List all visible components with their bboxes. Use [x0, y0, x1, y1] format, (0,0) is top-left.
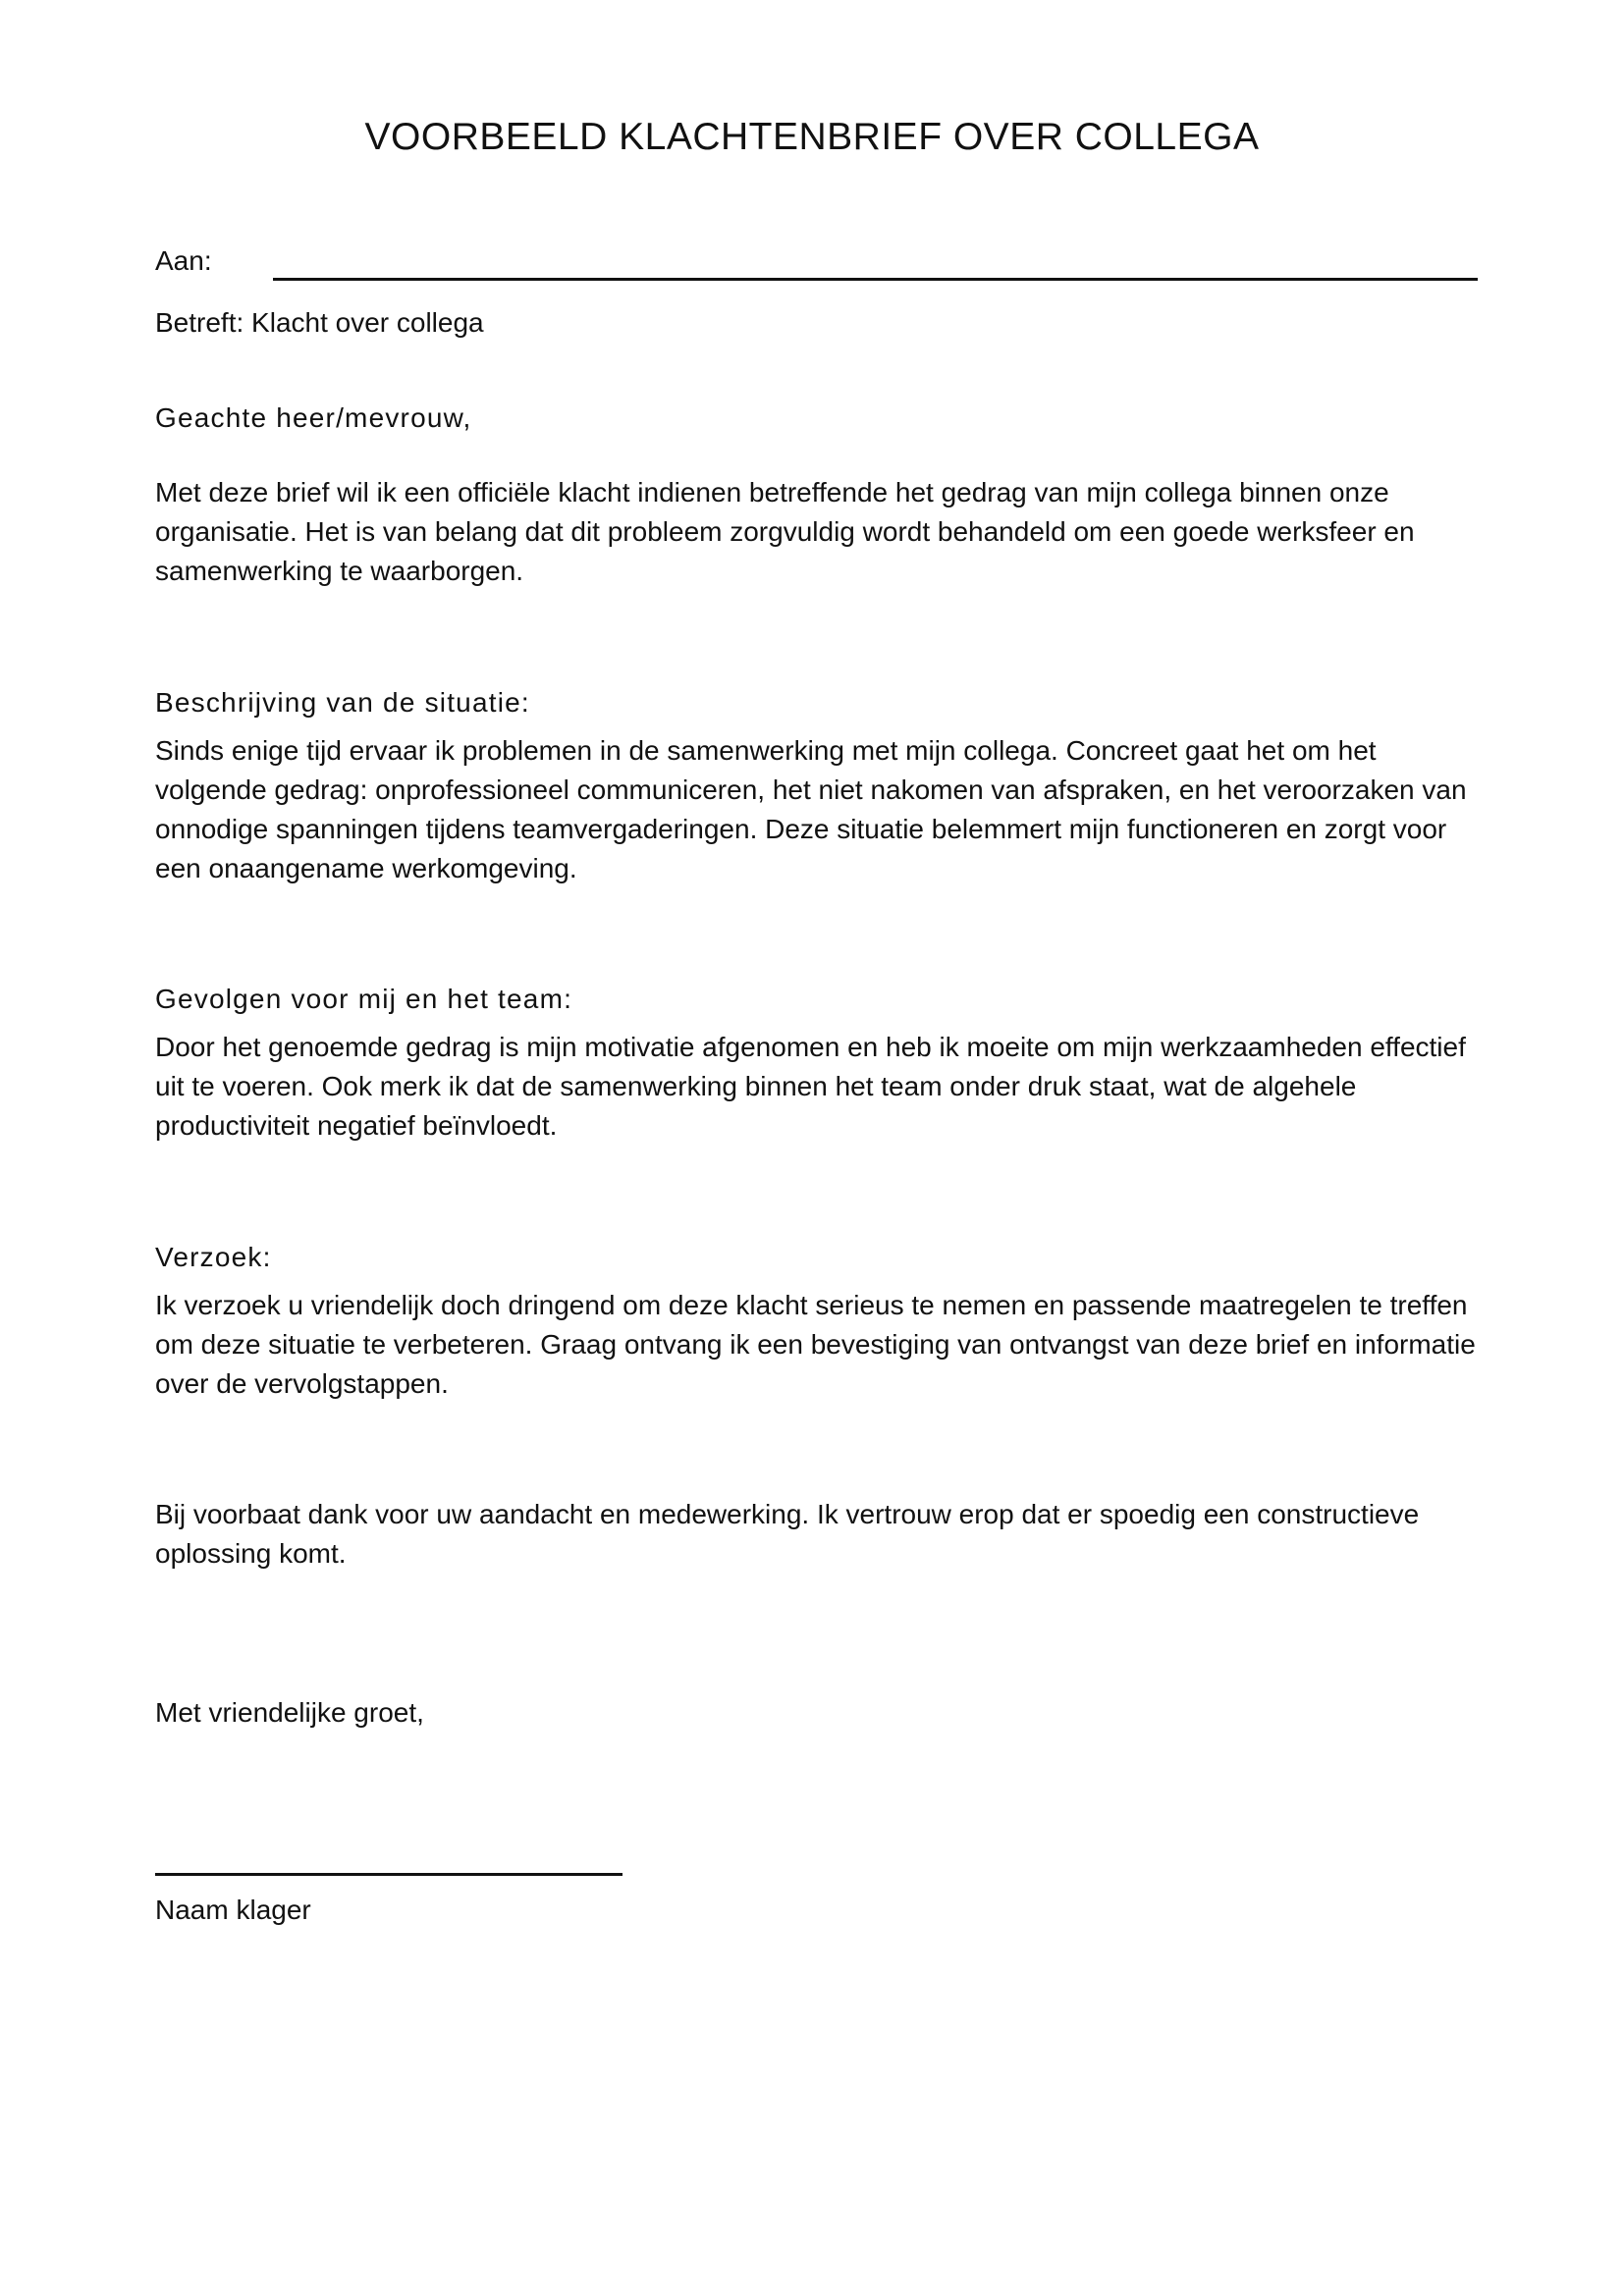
- recipient-label: Aan:: [155, 245, 212, 276]
- signature-name: Naam klager: [155, 1895, 311, 1925]
- section-heading-request: Verzoek:: [155, 1242, 272, 1272]
- section-body-request: Ik verzoek u vriendelijk doch dringend om deze klacht serieus te nemen en passende maatregelen te treffen om deze situatie te verbeteren. Graag ontvang ik een bevestiging van ontvangst van deze brief en informatie over de vervolgstappen.: [155, 1290, 1476, 1399]
- section-body-situation: Sinds enige tijd ervaar ik problemen in de samenwerking met mijn collega. Concreet gaat het om het volgende gedrag: onprofessioneel communiceren, het niet nakomen van afspraken, en het veroorzaken van onnodige spanningen tijdens teamvergaderingen. Deze situatie belemmert mijn functioneren en zorgt voor een onaangename werkomgeving.: [155, 735, 1467, 883]
- letter-title: VOORBEELD KLACHTENBRIEF OVER COLLEGA: [364, 116, 1260, 158]
- closing-paragraph: Bij voorbaat dank voor uw aandacht en medewerking. Ik vertrouw erop dat er spoedig een constructieve oplossing komt.: [155, 1499, 1420, 1569]
- intro-paragraph: Met deze brief wil ik een officiële klacht indienen betreffende het gedrag van mijn collega binnen onze organisatie. Het is van belang dat dit probleem zorgvuldig wordt behandeld om een goede werksfeer en samenwerking te waarborgen.: [155, 477, 1415, 586]
- subject-line: Betreft: Klacht over collega: [155, 307, 484, 338]
- closing-greeting: Met vriendelijke groet,: [155, 1697, 424, 1728]
- recipient-line: [273, 278, 1478, 281]
- section-heading-situation: Beschrijving van de situatie:: [155, 687, 530, 718]
- salutation: Geachte heer/mevrouw,: [155, 402, 472, 433]
- section-heading-consequences: Gevolgen voor mij en het team:: [155, 984, 573, 1014]
- signature-line: [155, 1873, 623, 1876]
- section-body-consequences: Door het genoemde gedrag is mijn motivatie afgenomen en heb ik moeite om mijn werkzaamheden effectief uit te voeren. Ook merk ik dat de samenwerking binnen het team onder druk staat, wat de algehele productiviteit negatief beïnvloedt.: [155, 1032, 1466, 1141]
